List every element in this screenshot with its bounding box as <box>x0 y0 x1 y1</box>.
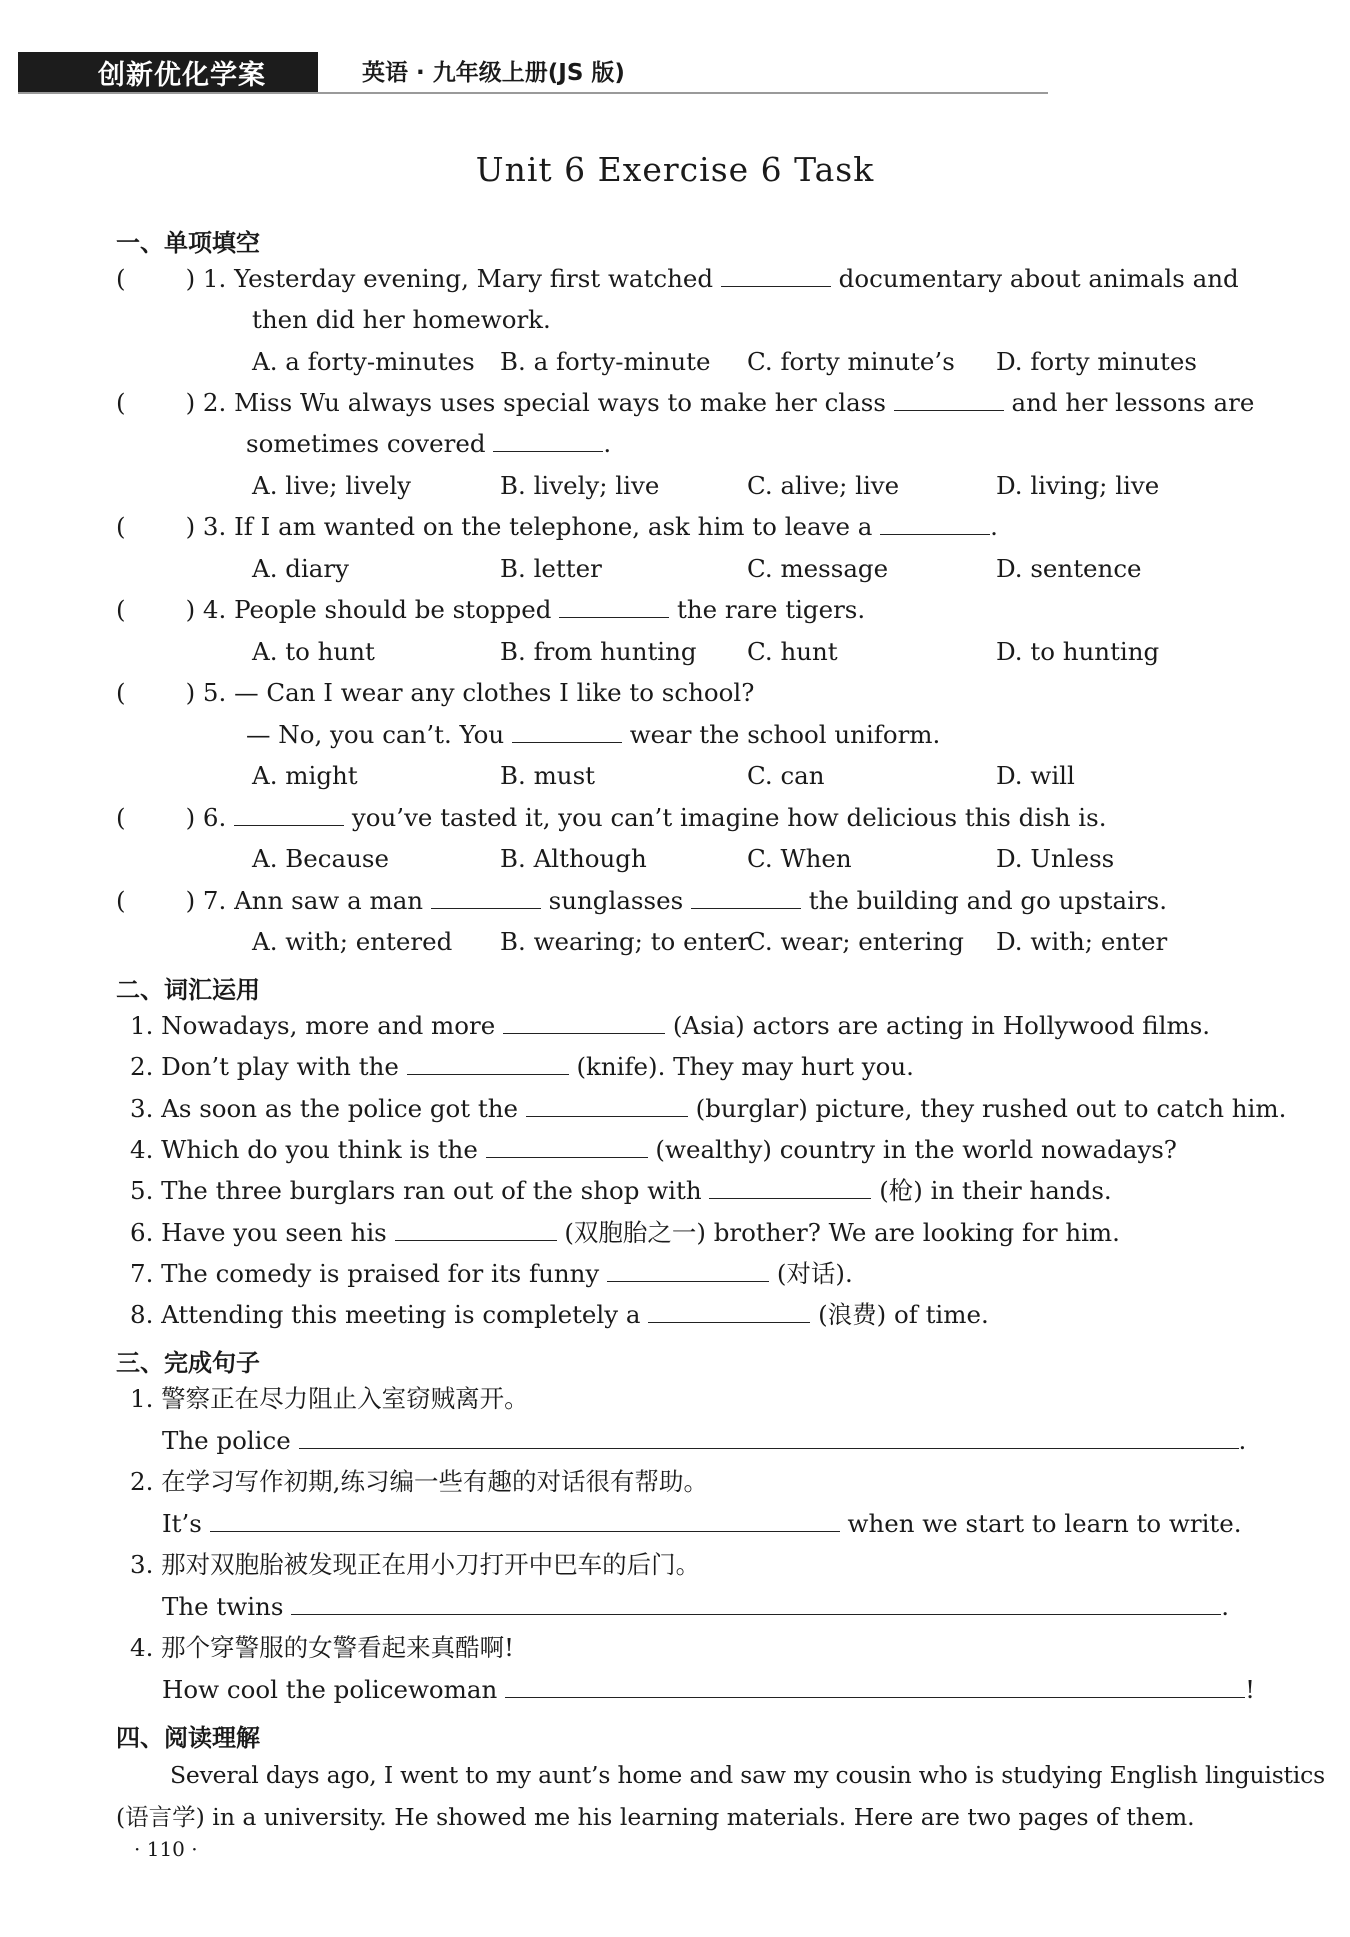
sentence-1-chinese: 1. 警察正在尽力阻止入室窃贼离开。 <box>130 1384 529 1413</box>
vocab-item-3: 3. As soon as the police got the (burglar) picture, they rushed out to catch him. <box>130 1094 1287 1123</box>
reading-paragraph-line-2: (语言学) in a university. He showed me his learning materials. Here are two pages of them. <box>116 1803 1195 1831</box>
section-heading-3: 三、完成句子 <box>116 1349 260 1377</box>
vocab-blank-2[interactable] <box>407 1054 569 1075</box>
q2-blank-1[interactable] <box>894 390 1004 411</box>
q5-blank[interactable] <box>512 722 622 743</box>
section-heading-1: 一、单项填空 <box>116 229 260 257</box>
q3-blank[interactable] <box>880 514 990 535</box>
q4-blank[interactable] <box>559 597 669 618</box>
vocab-blank-4[interactable] <box>486 1137 648 1158</box>
q5-line2: — No, you can’t. You wear the school uniform. <box>246 720 941 749</box>
sentence-2-blank[interactable] <box>210 1511 840 1532</box>
vocab-item-5: 5. The three burglars ran out of the shop with (枪) in their hands. <box>130 1176 1112 1205</box>
sentence-2-answer: It’s when we start to learn to write. <box>162 1509 1242 1538</box>
header-divider <box>18 92 1048 94</box>
q7-blank-1[interactable] <box>431 888 541 909</box>
book-subject: 英语 · 九年级上册(JS 版) <box>362 60 625 86</box>
vocab-blank-5[interactable] <box>709 1178 871 1199</box>
q1-line2: then did her homework. <box>252 305 551 334</box>
q1-blank[interactable] <box>721 266 831 287</box>
brand-banner: 创新优化学案 <box>18 52 318 92</box>
vocab-blank-3[interactable] <box>526 1096 688 1117</box>
sentence-3-blank[interactable] <box>291 1594 1221 1615</box>
q2-line2: sometimes covered . <box>246 429 612 458</box>
vocab-item-7: 7. The comedy is praised for its funny (对话). <box>130 1259 853 1288</box>
sentence-2-chinese: 2. 在学习写作初期,练习编一些有趣的对话很有帮助。 <box>130 1467 708 1496</box>
q2-blank-2[interactable] <box>493 431 603 452</box>
sentence-3-chinese: 3. 那对双胞胎被发现正在用小刀打开中巴车的后门。 <box>130 1550 701 1579</box>
page-number: · 110 · <box>134 1837 198 1861</box>
sentence-4-chinese: 4. 那个穿警服的女警看起来真酷啊! <box>130 1633 515 1662</box>
sentence-1-blank[interactable] <box>299 1428 1239 1449</box>
vocab-blank-1[interactable] <box>503 1013 665 1034</box>
q6-blank[interactable] <box>234 805 344 826</box>
sentence-3-answer: The twins . <box>162 1592 1230 1621</box>
sentence-1-answer: The police . <box>162 1426 1247 1455</box>
sentence-4-blank[interactable] <box>505 1677 1245 1698</box>
page-title: Unit 6 Exercise 6 Task <box>475 150 875 189</box>
vocab-blank-8[interactable] <box>648 1302 810 1323</box>
vocab-item-8: 8. Attending this meeting is completely a (浪费) of time. <box>130 1300 989 1329</box>
q1-line1: ( ) 1. Yesterday evening, Mary first watched documentary about animals and <box>116 264 1239 293</box>
vocab-item-4: 4. Which do you think is the (wealthy) country in the world nowadays? <box>130 1135 1177 1164</box>
q5-line1: ( ) 5. — Can I wear any clothes I like to school? <box>116 678 755 707</box>
section-heading-2: 二、词汇运用 <box>116 976 260 1004</box>
sentence-4-answer: How cool the policewoman ! <box>162 1675 1255 1704</box>
vocab-item-1: 1. Nowadays, more and more (Asia) actors are acting in Hollywood films. <box>130 1011 1211 1040</box>
section-heading-4: 四、阅读理解 <box>116 1724 260 1752</box>
q3-line1: ( ) 3. If I am wanted on the telephone, ask him to leave a . <box>116 512 998 541</box>
vocab-item-6: 6. Have you seen his (双胞胎之一) brother? We are looking for him. <box>130 1218 1120 1247</box>
vocab-blank-7[interactable] <box>607 1261 769 1282</box>
q7-line1: ( ) 7. Ann saw a man sunglasses the building and go upstairs. <box>116 886 1168 915</box>
reading-paragraph-line-1: Several days ago, I went to my aunt’s home and saw my cousin who is studying English linguistics <box>170 1761 1325 1789</box>
vocab-item-2: 2. Don’t play with the (knife). They may hurt you. <box>130 1052 914 1081</box>
q7-blank-2[interactable] <box>691 888 801 909</box>
q6-line1: ( ) 6. you’ve tasted it, you can’t imagine how delicious this dish is. <box>116 803 1107 832</box>
q2-line1: ( ) 2. Miss Wu always uses special ways to make her class and her lessons are <box>116 388 1255 417</box>
vocab-blank-6[interactable] <box>395 1220 557 1241</box>
q4-line1: ( ) 4. People should be stopped the rare tigers. <box>116 595 866 624</box>
